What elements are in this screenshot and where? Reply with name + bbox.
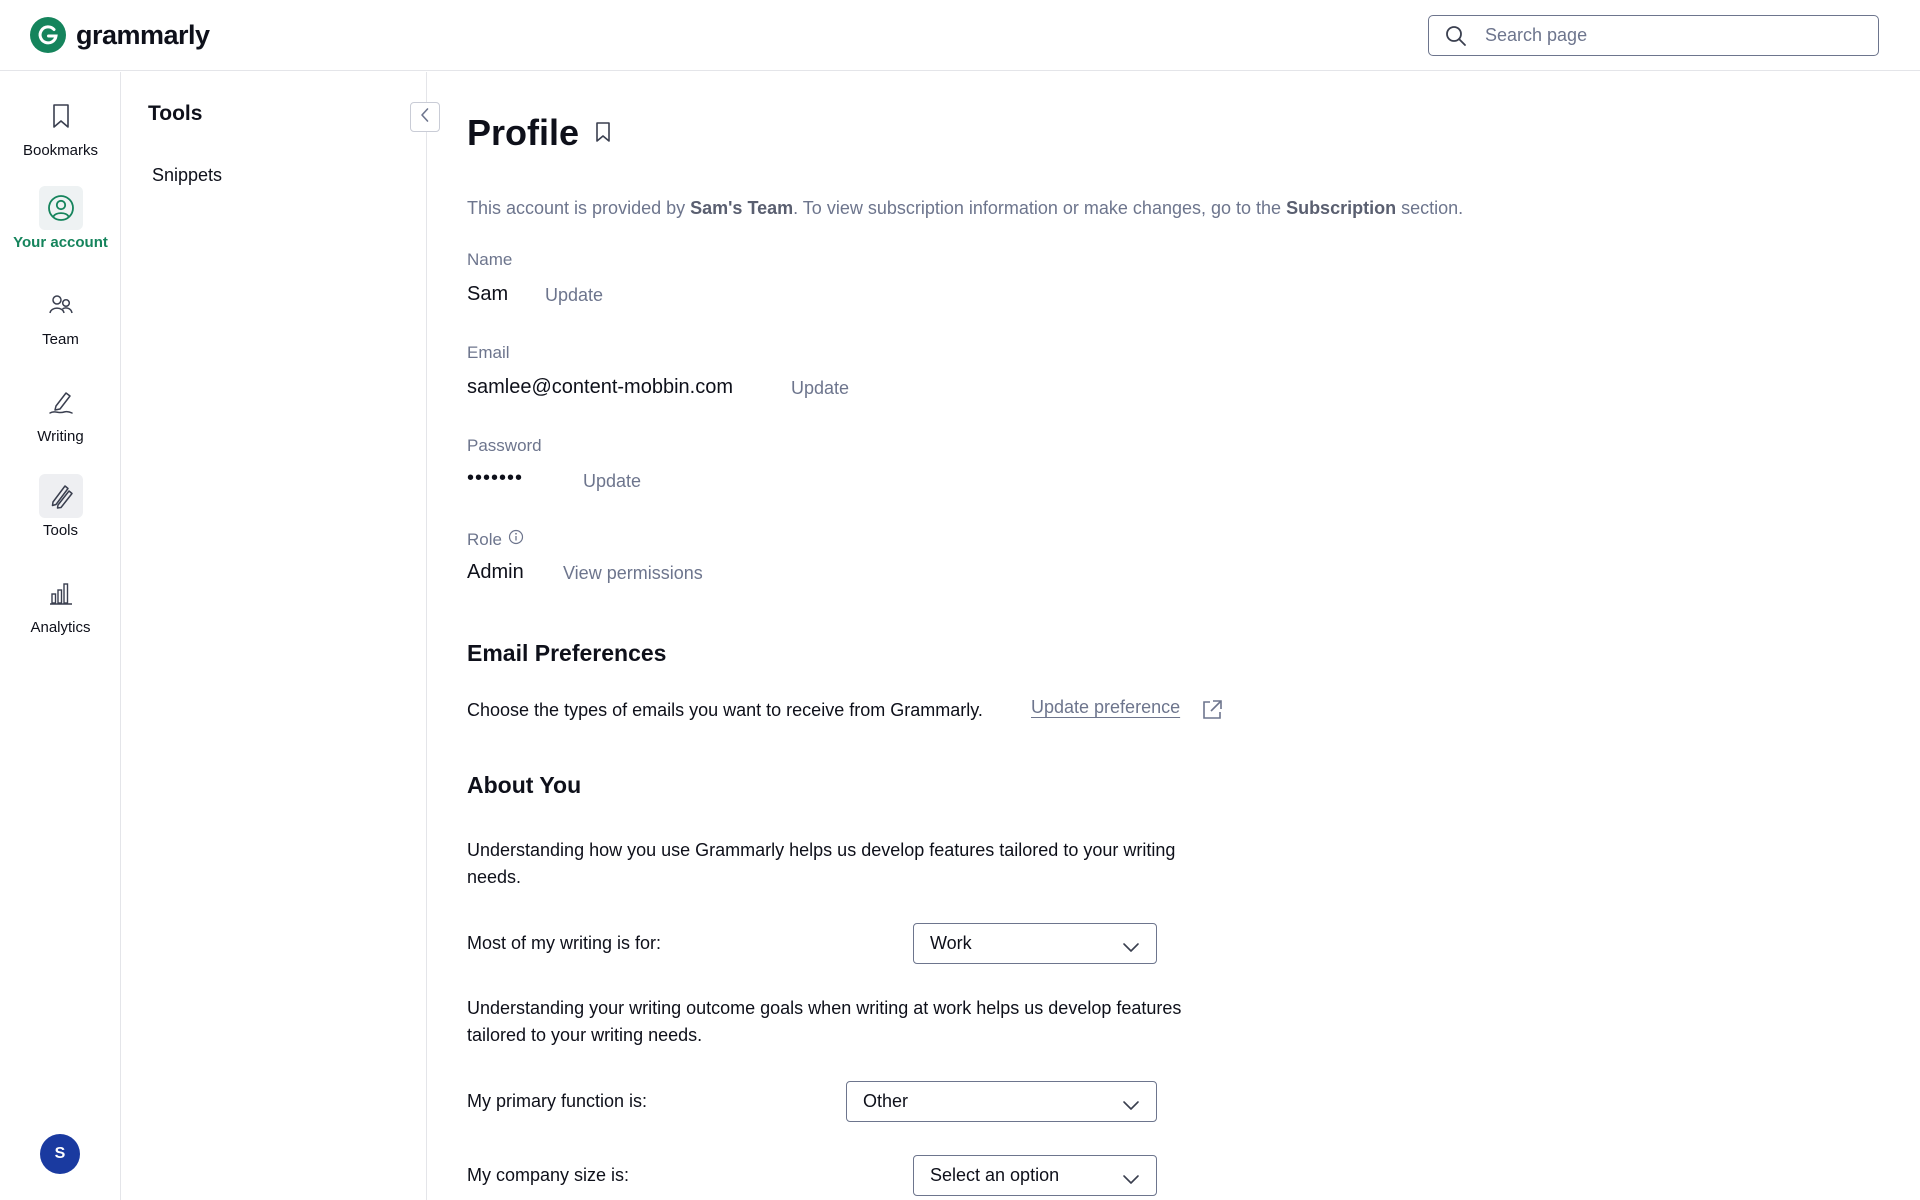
role-value: Admin xyxy=(467,561,524,583)
grammarly-logo[interactable] xyxy=(30,17,210,53)
writing-for-select[interactable] xyxy=(913,923,1157,964)
view-permissions-link[interactable]: View permissions xyxy=(563,563,703,583)
search-icon xyxy=(1445,25,1467,52)
tools-panel xyxy=(122,72,427,1200)
update-email-link[interactable]: Update xyxy=(791,378,850,398)
rail-item-bookmarks[interactable] xyxy=(0,94,121,174)
notice-suffix: section. xyxy=(1396,198,1464,218)
notice-team-name: Sam's Team xyxy=(690,198,794,218)
primary-function-label: My primary function is: xyxy=(467,1091,648,1111)
collapse-panel-button[interactable] xyxy=(410,102,440,132)
name-label xyxy=(467,250,512,270)
grammarly-g-icon xyxy=(30,17,66,53)
update-name-link[interactable]: Update xyxy=(545,285,604,305)
company-size-label: My company size is: xyxy=(467,1165,630,1185)
tools-pencils-icon xyxy=(39,474,83,518)
profile-page xyxy=(467,72,1887,1200)
update-password-link[interactable]: Update xyxy=(583,471,642,491)
name-label-text: Name xyxy=(467,250,513,269)
email-preferences-description: Choose the types of emails you want to receive from Grammarly. xyxy=(467,700,983,720)
email-value: samlee@content-mobbin.com xyxy=(467,376,733,398)
notice-subscription-section: Subscription xyxy=(1286,198,1397,218)
chevron-down-icon xyxy=(1122,1169,1140,1190)
company-size-value: Select an option xyxy=(930,1165,1060,1185)
about-you-title: About You xyxy=(467,772,582,798)
role-label xyxy=(467,529,524,550)
role-label-text: Role xyxy=(467,529,502,549)
rail-item-analytics[interactable] xyxy=(0,571,121,651)
password-value: ••••••• xyxy=(467,467,524,489)
writing-for-value: Work xyxy=(930,933,972,953)
panel-title: Tools xyxy=(148,102,203,125)
rail-item-writing[interactable] xyxy=(0,380,121,460)
chevron-down-icon xyxy=(1122,937,1140,958)
bookmark-page-button[interactable] xyxy=(590,121,616,147)
search-input[interactable] xyxy=(1485,22,1865,48)
primary-function-value: Other xyxy=(863,1091,909,1111)
name-value: Sam xyxy=(467,283,509,305)
password-label xyxy=(467,436,542,456)
chevron-left-icon xyxy=(419,107,431,128)
avatar[interactable]: S xyxy=(40,1134,80,1174)
company-size-select[interactable] xyxy=(913,1155,1157,1196)
subscription-notice xyxy=(467,198,1463,219)
password-label-text: Password xyxy=(467,436,542,455)
panel-item-snippets[interactable]: Snippets xyxy=(152,165,223,185)
rail-label-analytics: Analytics xyxy=(30,619,91,636)
rail-item-tools[interactable] xyxy=(0,474,121,554)
about-you-intro: Understanding how you use Grammarly helps us develop features tailored to your writing needs. xyxy=(467,840,1176,887)
rail-item-your-account[interactable] xyxy=(0,186,121,266)
writing-for-label: Most of my writing is for: xyxy=(467,933,662,953)
writing-goals-text: Understanding your writing outcome goals when writing at work helps us develop features tailored to your writing needs. xyxy=(467,998,1182,1045)
email-label xyxy=(467,343,510,363)
email-preferences-title: Email Preferences xyxy=(467,640,667,666)
search-box[interactable] xyxy=(1428,15,1879,56)
email-label-text: Email xyxy=(467,343,510,362)
external-link-icon[interactable] xyxy=(1200,698,1224,727)
pen-icon xyxy=(39,380,83,424)
notice-prefix: This account is provided by xyxy=(467,198,691,218)
top-bar xyxy=(0,0,1920,71)
bookmark-icon xyxy=(39,94,83,138)
primary-function-select[interactable] xyxy=(846,1081,1157,1122)
logo-wordmark: grammarly xyxy=(76,19,210,50)
bookmark-icon xyxy=(593,121,613,148)
left-rail xyxy=(0,72,121,1200)
rail-label-team: Team xyxy=(42,331,79,348)
rail-label-your-account: Your account xyxy=(13,234,108,251)
rail-label-writing: Writing xyxy=(37,428,84,445)
bar-chart-icon xyxy=(39,571,83,615)
team-icon xyxy=(39,283,83,327)
rail-label-bookmarks: Bookmarks xyxy=(22,142,99,159)
update-preference-link[interactable]: Update preference xyxy=(1031,697,1181,717)
chevron-down-icon xyxy=(1122,1095,1140,1116)
notice-middle: . To view subscription information or make changes, go to the xyxy=(793,198,1287,218)
info-icon[interactable] xyxy=(508,529,524,550)
user-circle-icon xyxy=(39,186,83,230)
page-title: Profile xyxy=(467,112,580,153)
rail-label-tools: Tools xyxy=(42,522,79,539)
rail-item-team[interactable] xyxy=(0,283,121,363)
